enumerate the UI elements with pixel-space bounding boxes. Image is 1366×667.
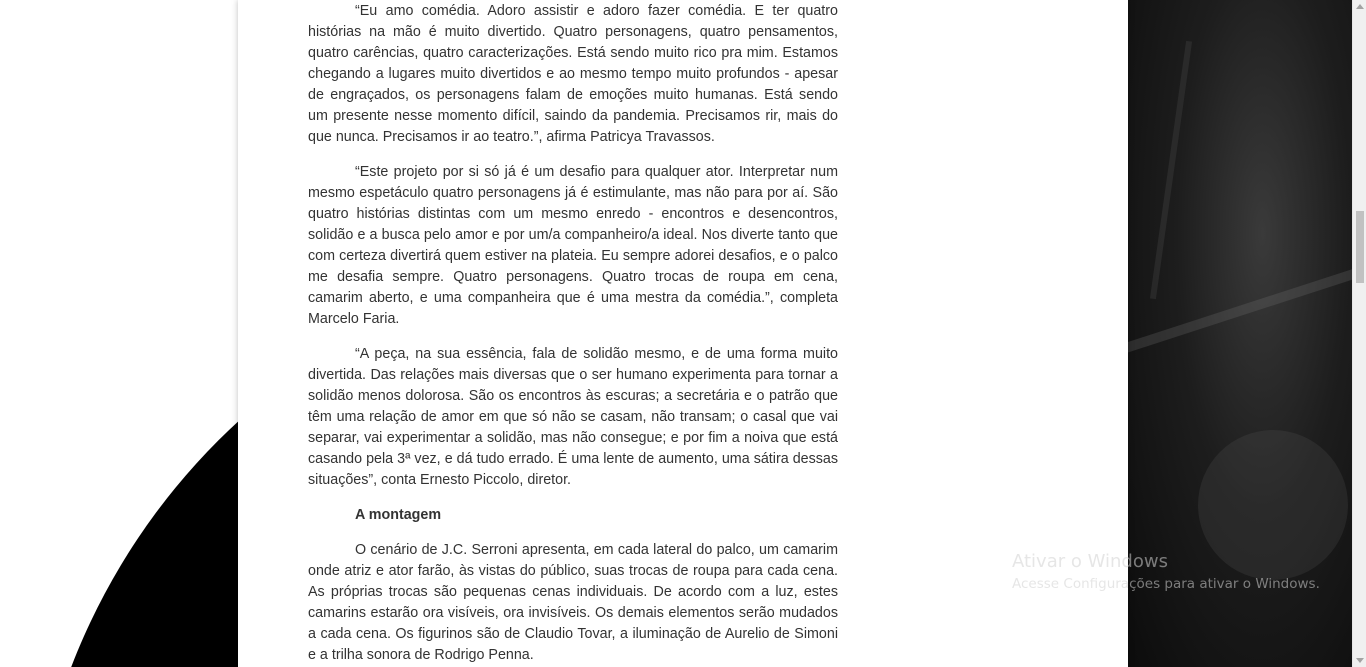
background-left — [0, 0, 238, 667]
photo-detail — [1150, 41, 1192, 299]
background-arc-shape — [28, 250, 238, 667]
scroll-up-arrow-icon[interactable] — [1356, 4, 1364, 9]
article-page — [238, 0, 1128, 667]
quote-paragraph-marcelo: “Este projeto por si só já é um desafio para qualquer ator. Interpretar num mesmo espetáculo quatro personagens já é estimulante, mas não para por aí. São quatro histórias distintas com um mesmo enredo - encontros e desencontros, solidão e a busca pelo amor e por um/a companheiro/a ideal. Nos diverte tanto que com certeza divertirá quem estiver na plateia. Eu sempre adorei desafios, e o palco me desafia sempre. Quatro personagens. Quatro trocas de roupa em cena, camarim aberto, e uma companheira que é uma mestra da comédia.”, completa Marcelo Faria. — [308, 164, 838, 327]
photo-detail — [1128, 254, 1352, 356]
quote-paragraph-patricya: “Eu amo comédia. Adoro assistir e adoro fazer comédia. E ter quatro histórias na mão é muito divertido. Quatro personagens, quatro pensamentos, quatro carências, quatro caracterizações. Está sendo muito rico pra mim. Estamos chegando a lugares muito divertidos e ao mesmo tempo muito profundos - apesar de engraçados, os personagens falam de emoções muito humanas. Está sendo um presente nesse momento difícil, saindo da pandemia. Precisamos rir, mais do que nunca. Precisamos ir ao teatro.”, afirma Patricya Travassos. — [308, 3, 838, 145]
vertical-scrollbar[interactable] — [1352, 0, 1366, 667]
scroll-down-arrow-icon[interactable] — [1356, 658, 1364, 663]
section-heading: A montagem — [355, 507, 442, 523]
quote-paragraph-ernesto: “A peça, na sua essência, fala de solidão mesmo, e de uma forma muito divertida. Das relações mais diversas que o ser humano experimenta para tornar a solidão menos dolorosa. São os encontros às escuras; a secretária e o patrão que têm uma relação de amor em que só não se casam, não transam; o casal que vai separar, vai experimentar a solidão, mas não consegue; e por fim a noiva que está casando pela 3ª vez, e dá tudo errado. É uma lente de aumento, uma sátira dessas situações”, conta Ernesto Piccolo, diretor. — [308, 346, 838, 488]
article-body — [308, 0, 838, 667]
watermark-title: Ativar o Windows — [1012, 551, 1168, 572]
watermark-subtitle: Acesse Configurações para ativar o Windows. — [1012, 576, 1320, 592]
section-paragraph: O cenário de J.C. Serroni apresenta, em cada lateral do palco, um camarim onde atriz e ator farão, às vistas do público, suas trocas de roupa para cada cena. As próprias trocas são pequenas cenas individuais. De acordo com a luz, estes camarins estarão ora visíveis, ora invisíveis. Os demais elementos serão mudados a cada cena. Os figurinos são de Claudio Tovar, a iluminação de Aurelio de Simoni e a trilha sonora de Rodrigo Penna. — [308, 542, 838, 663]
scrollbar-thumb[interactable] — [1356, 211, 1364, 283]
windows-activation-watermark — [1012, 550, 1320, 594]
